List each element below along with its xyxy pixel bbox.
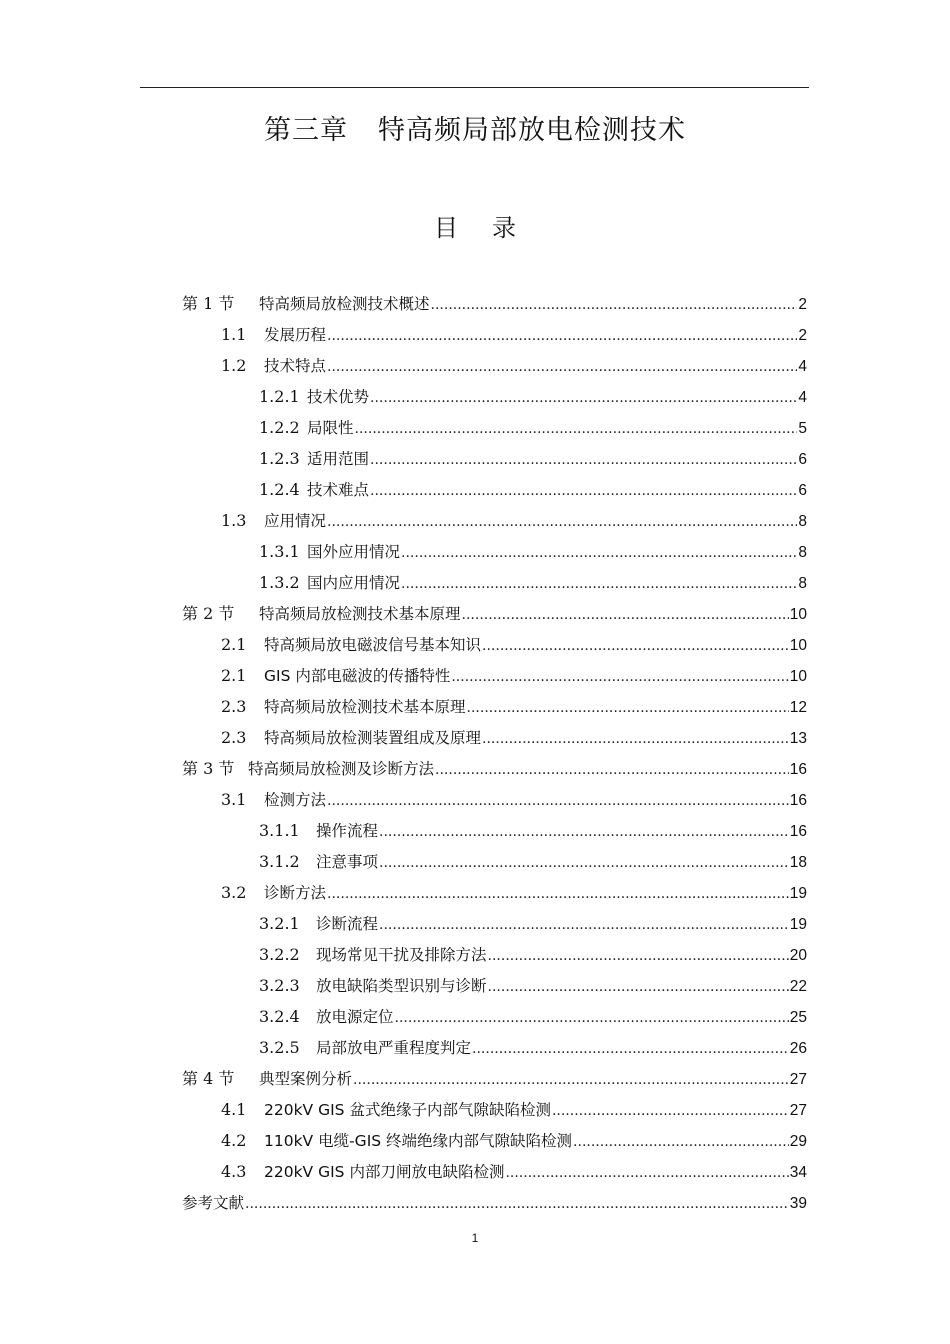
toc-leader-dots — [327, 784, 789, 817]
toc-entry[interactable] — [221, 1094, 807, 1125]
toc-entry[interactable] — [182, 598, 807, 629]
toc-entry-title: 特高频局放检测技术概述 — [259, 295, 430, 313]
toc-entry[interactable] — [221, 629, 807, 660]
toc-leader-dots — [353, 1063, 789, 1096]
toc-entry-title: 特高频局放检测及诊断方法 — [248, 760, 435, 778]
toc-leader-dots — [379, 846, 789, 879]
toc-entry-title: 特高频局放电磁波信号基本知识 — [264, 636, 482, 654]
toc-entry-number: 1.3.2 — [259, 573, 300, 592]
toc-entry-page: 4 — [798, 358, 807, 375]
toc-entry-number: 3.1.1 — [259, 821, 300, 840]
toc-entry-number: 2.1 — [221, 666, 247, 685]
toc-entry-number: 3.2.2 — [259, 945, 300, 964]
toc-entry[interactable] — [221, 722, 807, 753]
toc-entry[interactable] — [221, 1156, 807, 1187]
toc-entry[interactable] — [221, 691, 807, 722]
toc-entry[interactable] — [221, 660, 807, 691]
toc-leader-dots — [327, 877, 789, 910]
header-rule — [140, 87, 809, 88]
toc-entry-page: 12 — [789, 699, 807, 716]
toc-entry-page: 26 — [789, 1040, 807, 1057]
toc-entry-page: 5 — [798, 420, 807, 437]
toc-leader-dots — [451, 660, 788, 693]
toc-entry-page: 34 — [789, 1164, 807, 1181]
toc-entry-page: 39 — [789, 1195, 807, 1212]
toc-leader-dots — [370, 443, 797, 476]
toc-entry-title: 适用范围 — [307, 450, 370, 468]
toc-entry-title: 典型案例分析 — [259, 1070, 353, 1088]
toc-entry-page: 2 — [798, 296, 807, 313]
toc-entry-title: 发展历程 — [264, 326, 327, 344]
toc-entry-number: 1.2.1 — [259, 387, 300, 406]
toc-entry-title: 技术难点 — [307, 481, 370, 499]
toc-entry-number: 1.3.1 — [259, 542, 300, 561]
toc-entry-page: 29 — [789, 1133, 807, 1150]
toc-entry-title: 局限性 — [307, 419, 354, 437]
toc-entry[interactable] — [182, 1063, 807, 1094]
toc-leader-dots — [245, 1187, 789, 1220]
toc-entry-title: 放电缺陷类型识别与诊断 — [316, 977, 487, 995]
toc-entry-number: 1.2.2 — [259, 418, 300, 437]
toc-leader-dots — [401, 567, 797, 600]
toc-leader-dots — [395, 1001, 789, 1034]
toc-entry[interactable] — [259, 939, 807, 970]
toc-entry-page: 18 — [789, 854, 807, 871]
toc-leader-dots — [370, 474, 797, 507]
toc-leader-dots — [482, 722, 789, 755]
toc-entry-title: 操作流程 — [316, 822, 379, 840]
toc-entry-page: 16 — [789, 761, 807, 778]
toc-entry[interactable] — [259, 443, 807, 474]
toc-leader-dots — [472, 1032, 789, 1065]
toc-heading-left: 目 — [434, 214, 458, 242]
toc-entry-title: 参考文献 — [182, 1194, 245, 1212]
toc-entry-number: 1.1 — [221, 325, 247, 344]
toc-entry[interactable] — [259, 908, 807, 939]
toc-leader-dots — [327, 505, 797, 538]
toc-leader-dots — [355, 412, 798, 445]
toc-entry-page: 8 — [798, 575, 807, 592]
toc-entry-number: 1.2.4 — [259, 480, 300, 499]
toc-entry-title: 国内应用情况 — [307, 574, 401, 592]
toc-entry-title: 特高频局放检测技术基本原理 — [264, 698, 466, 716]
toc-entry-number: 第 4 节 — [182, 1069, 235, 1088]
toc-entry[interactable] — [259, 1032, 807, 1063]
toc-entry[interactable] — [259, 567, 807, 598]
toc-entry-number: 第 1 节 — [182, 294, 235, 313]
toc-entry[interactable] — [259, 381, 807, 412]
toc-entry-title: 应用情况 — [264, 512, 327, 530]
toc-entry-page: 4 — [798, 389, 807, 406]
toc-entry-page: 10 — [789, 637, 807, 654]
toc-entry-page: 6 — [798, 482, 807, 499]
toc-leader-dots — [370, 381, 797, 414]
chapter-title — [0, 108, 950, 147]
toc-entry-title: GIS 内部电磁波的传播特性 — [264, 667, 451, 685]
toc-entry-page: 20 — [789, 947, 807, 964]
toc-entry-number: 1.2 — [221, 356, 247, 375]
toc-entry-title: 220kV GIS 盆式绝缘子内部气隙缺陷检测 — [264, 1101, 551, 1119]
toc-entry-page: 16 — [789, 823, 807, 840]
toc-entry-page: 8 — [798, 513, 807, 530]
toc-entry-number: 2.1 — [221, 635, 247, 654]
toc-entry-page: 27 — [789, 1071, 807, 1088]
toc-entry[interactable] — [259, 815, 807, 846]
toc-entry-page: 25 — [789, 1009, 807, 1026]
toc-entry-number: 第 2 节 — [182, 604, 235, 623]
toc-entry[interactable] — [221, 350, 807, 381]
toc-entry-title: 诊断方法 — [264, 884, 327, 902]
toc-entry-page: 19 — [789, 916, 807, 933]
toc-entry-page: 22 — [789, 978, 807, 995]
toc-entry-number: 3.2.5 — [259, 1038, 300, 1057]
toc-entry-page: 8 — [798, 544, 807, 561]
toc-leader-dots — [435, 753, 789, 786]
toc-leader-dots — [573, 1125, 789, 1158]
toc-entry-number: 3.1.2 — [259, 852, 300, 871]
toc-leader-dots — [505, 1156, 788, 1189]
toc-leader-dots — [462, 598, 789, 631]
toc-leader-dots — [401, 536, 797, 569]
toc-entry-title: 220kV GIS 内部刀闸放电缺陷检测 — [264, 1163, 505, 1181]
toc-entry-number: 3.1 — [221, 790, 247, 809]
toc-entry-number: 1.2.3 — [259, 449, 300, 468]
toc-entry[interactable] — [221, 784, 807, 815]
toc-entry-page: 2 — [798, 327, 807, 344]
toc-entry-title: 特高频局放检测装置组成及原理 — [264, 729, 482, 747]
toc-entry-page: 10 — [789, 606, 807, 623]
toc-entry-title: 技术优势 — [307, 388, 370, 406]
toc-entry-title: 现场常见干扰及排除方法 — [316, 946, 487, 964]
toc-entry-page: 6 — [798, 451, 807, 468]
toc-entry[interactable] — [182, 288, 807, 319]
toc-entry-number: 2.3 — [221, 697, 247, 716]
chapter-label: 第三章 — [264, 115, 348, 146]
toc-entry-title: 局部放电严重程度判定 — [316, 1039, 472, 1057]
toc-entry-number: 1.3 — [221, 511, 247, 530]
toc-entry-page: 10 — [789, 668, 807, 685]
toc-entry-number: 3.2 — [221, 883, 247, 902]
toc-entry-title: 特高频局放检测技术基本原理 — [259, 605, 461, 623]
toc-entry-page: 27 — [789, 1102, 807, 1119]
toc-heading-right: 录 — [492, 214, 516, 242]
toc-entry-title: 注意事项 — [316, 853, 379, 871]
toc-entry-number: 第 3 节 — [182, 759, 235, 778]
toc-entry[interactable] — [182, 753, 807, 784]
toc-entry[interactable] — [221, 319, 807, 350]
toc-leader-dots — [327, 350, 797, 383]
toc-entry[interactable] — [182, 1187, 807, 1218]
toc-entry[interactable] — [259, 1001, 807, 1032]
toc-entry-page: 19 — [789, 885, 807, 902]
toc-entry-number: 3.2.4 — [259, 1007, 300, 1026]
toc-entry[interactable] — [221, 877, 807, 908]
toc-entry-number: 4.3 — [221, 1162, 247, 1181]
toc-entry-title: 检测方法 — [264, 791, 327, 809]
toc-entry-title: 诊断流程 — [316, 915, 379, 933]
toc-entry-title: 放电源定位 — [316, 1008, 394, 1026]
toc-entry[interactable] — [259, 536, 807, 567]
toc-leader-dots — [552, 1094, 789, 1127]
toc-entry-title: 技术特点 — [264, 357, 327, 375]
toc-entry[interactable] — [259, 846, 807, 877]
toc-entry[interactable] — [221, 505, 807, 536]
toc-leader-dots — [482, 629, 789, 662]
toc-leader-dots — [467, 691, 789, 724]
toc-entry-page: 16 — [789, 792, 807, 809]
toc-entry[interactable] — [221, 1125, 807, 1156]
toc-entry[interactable] — [259, 970, 807, 1001]
toc-entry-number: 3.2.1 — [259, 914, 300, 933]
toc-heading — [0, 208, 950, 243]
toc-entry-number: 4.1 — [221, 1100, 247, 1119]
toc-entry-number: 2.3 — [221, 728, 247, 747]
toc-entry-title: 110kV 电缆-GIS 终端绝缘内部气隙缺陷检测 — [264, 1132, 573, 1150]
toc-leader-dots — [488, 970, 789, 1003]
toc-leader-dots — [379, 908, 789, 941]
toc-entry[interactable] — [259, 412, 807, 443]
toc-entry-title: 国外应用情况 — [307, 543, 401, 561]
chapter-name: 特高频局部放电检测技术 — [378, 115, 686, 146]
toc-entry-page: 13 — [789, 730, 807, 747]
toc-leader-dots — [379, 815, 789, 848]
toc-leader-dots — [488, 939, 789, 972]
toc-entry-number: 4.2 — [221, 1131, 247, 1150]
toc-leader-dots — [431, 288, 798, 321]
toc-entry[interactable] — [259, 474, 807, 505]
toc-entry-number: 3.2.3 — [259, 976, 300, 995]
toc-leader-dots — [327, 319, 797, 352]
page-number: 1 — [471, 1231, 479, 1245]
